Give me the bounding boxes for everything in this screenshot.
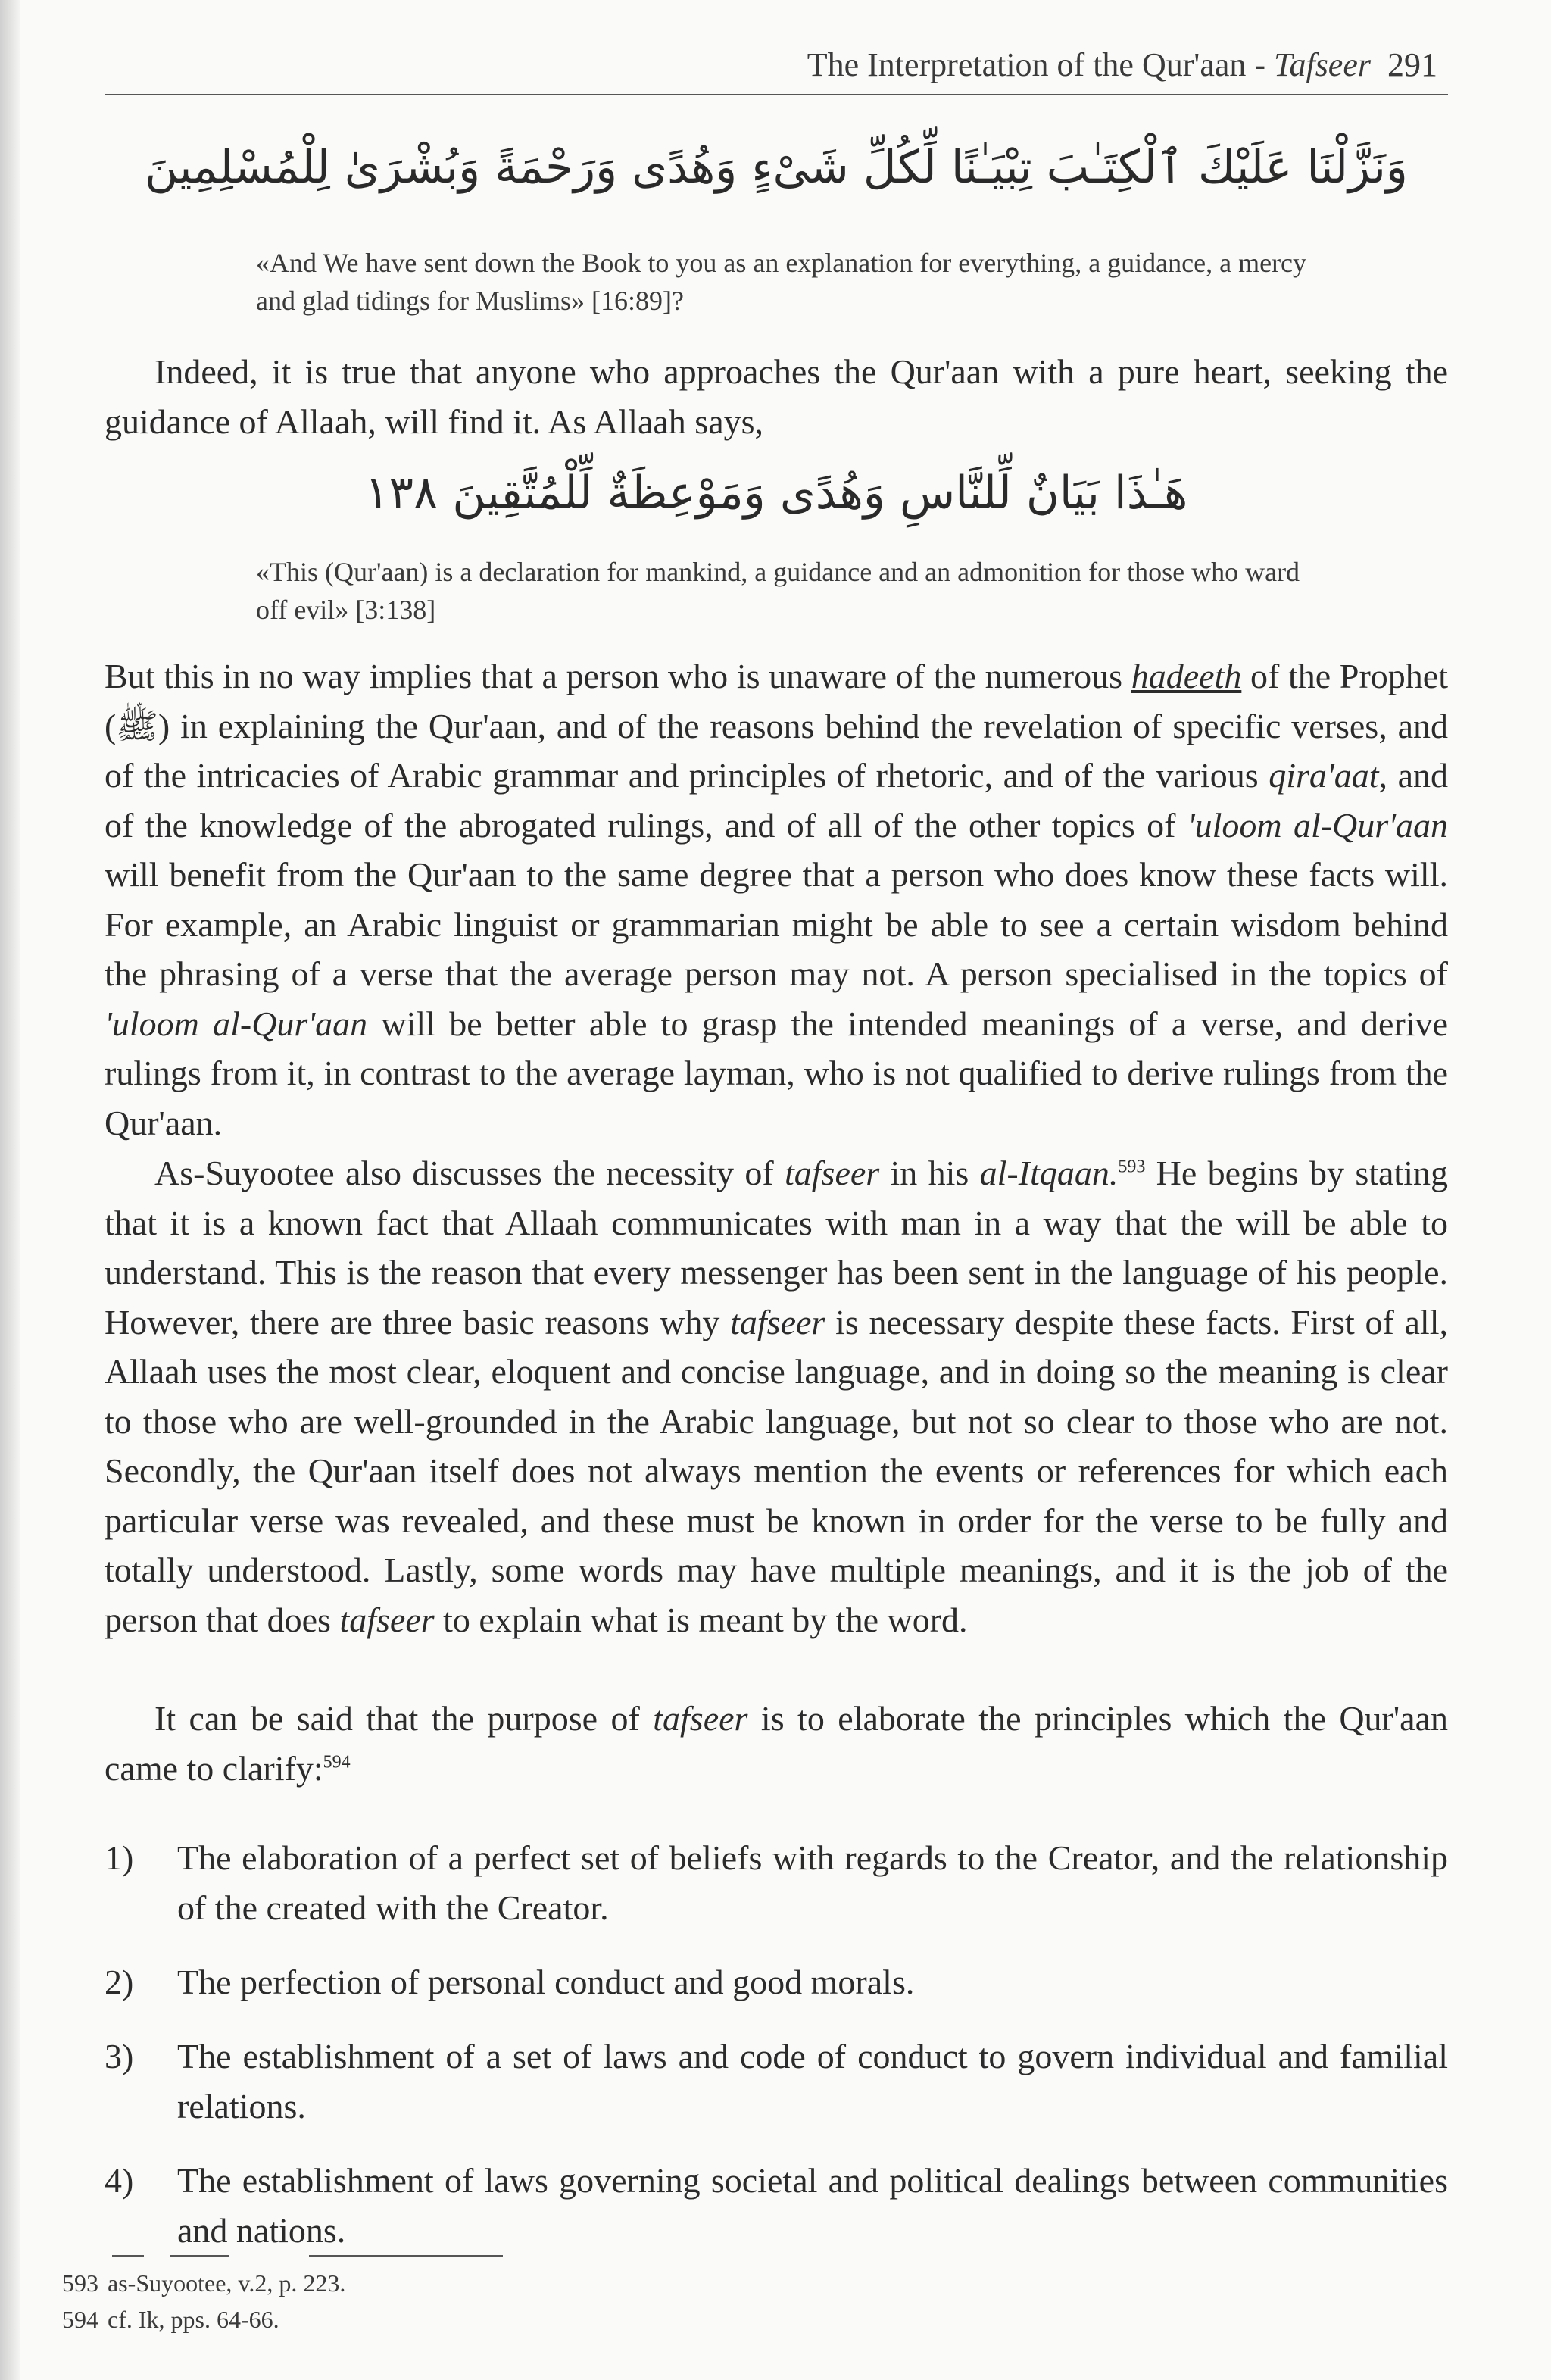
footnote-ref-593: 593 [1118,1157,1146,1177]
paragraph-1: Indeed, it is true that anyone who approaches the Qur'aan with a pure heart, seeking the guidance of Allaah, will find it. As Allaah says, [105,352,1448,441]
term-tafseer: tafseer [785,1154,880,1192]
header-text [807,45,1437,84]
list-number: 2) [105,1963,134,2001]
footnote-593 [62,2269,345,2297]
list-number: 1) [105,1838,134,1877]
list-text: The establishment of a set of laws and code of conduct to govern individual and familial relations. [177,2037,1448,2125]
verse-translation-2: «This (Qur'aan) is a declaration for mankind, a guidance and an admonition for those who ward off evil» [3:138] [256,557,1300,625]
list-text: The establishment of laws governing societal and political dealings between communities and nations. [177,2161,1448,2250]
term-qiraat: qira'aat [1269,756,1379,795]
term-tafseer: tafseer [730,1302,825,1341]
arabic-verse-2: هَـٰذَا بَيَانٌ لِّلنَّاسِ وَهُدًى وَمَوْعِظَةٌ لِّلْمُتَّقِينَ ١٣٨ [364,467,1188,520]
arabic-verse-1: وَنَزَّلْنَا عَلَيْكَ ٱلْكِتَـٰبَ تِبْيَـٰنًا لِّكُلِّ شَىْءٍ وَهُدًى وَرَحْمَةً وَبُشْرَىٰ لِلْمُسْلِمِينَ [145,141,1408,194]
header-title-italic: Tafseer [1274,46,1371,83]
term-tafseer: tafseer [339,1600,435,1639]
footnote-number: 594 [62,2306,98,2333]
paragraph-2: But this in no way implies that a person who is unaware of the numerous hadeeth of the Prophet (ﷺ) in explaining the Qur'aan, and of the reasons behind the revelation of specific verses, and of the intricacies of Arabic grammar and principles of rhetoric, and of the various qira'aat, and of the knowledge of the abrogated rulings, and of all of the other topics of 'uloom al-Qur'aan will benefit from the Qur'aan to the same degree that a person who does know these facts will. For example, an Arabic linguist or grammarian might be able to see a certain wisdom behind the phrasing of a verse that the average person may not. A person specialised in the topics of 'uloom al-Qur'aan will be better able to grasp the intended meanings of a verse, and derive rulings from it, in contrast to the average layman, who is not qualified to derive rulings from the Qur'aan. [105,657,1448,1142]
term-hadeeth: hadeeth [1131,657,1242,695]
term-tafseer: tafseer [653,1699,748,1738]
list-number: 3) [105,2037,134,2075]
footnote-divider [112,2255,144,2257]
footnote-divider [170,2255,229,2257]
list-text: The perfection of personal conduct and good morals. [177,1963,915,2001]
footnote-ref-594: 594 [323,1752,351,1773]
verse-translation-1: «And We have sent down the Book to you as an explanation for everything, a guidance, a mercy and glad tidings for Muslims» [16:89]? [256,248,1307,316]
list-number: 4) [105,2161,134,2200]
list-text: The elaboration of a perfect set of beliefs with regards to the Creator, and the relationship of the created with the Creator. [177,1838,1448,1927]
footnote-594 [62,2306,279,2334]
term-uloom: 'uloom al-Qur'aan [105,1004,368,1043]
footnote-text: cf. Ik, pps. 64-66. [108,2306,279,2333]
footnote-number: 593 [62,2269,98,2297]
page-number: 291 [1387,46,1437,83]
term-itqaan: al-Itqaan. [979,1154,1119,1192]
footnote-divider [309,2255,503,2257]
footnote-text: as-Suyootee, v.2, p. 223. [108,2269,346,2297]
paragraph-4: It can be said that the purpose of tafseer is to elaborate the principles which the Qur'aan came to clarify:$^{594}$ [105,1699,1448,1788]
term-uloom: 'uloom al-Qur'aan [1187,805,1448,845]
page-gutter-shadow [0,0,20,2380]
running-header [105,39,1448,95]
paragraph-3: As-Suyootee also discusses the necessity of tafseer in his al-Itqaan.$^{593}$ He begins by stating that it is a known fact that Allaah communicates with man in a way that the will be able to understand. This is the reason that every messenger has been sent in the language of his people. However, there are three basic reasons why tafseer is necessary despite these facts. First of all, Allaah uses the most clear, eloquent and concise language, and in doing so the meaning is clear to those who are well-grounded in the Arabic language, but not so clear to those who are not. Secondly, the Qur'aan itself does not always mention the events or references for which each particular verse was revealed, and these must be known in order for the verse to be fully and totally understood. Lastly, some words may have multiple meanings, and it is the job of the person that does tafseer to explain what is meant by the word. [105,1154,1448,1639]
header-title: The Interpretation of the Qur'aan - [807,46,1275,83]
